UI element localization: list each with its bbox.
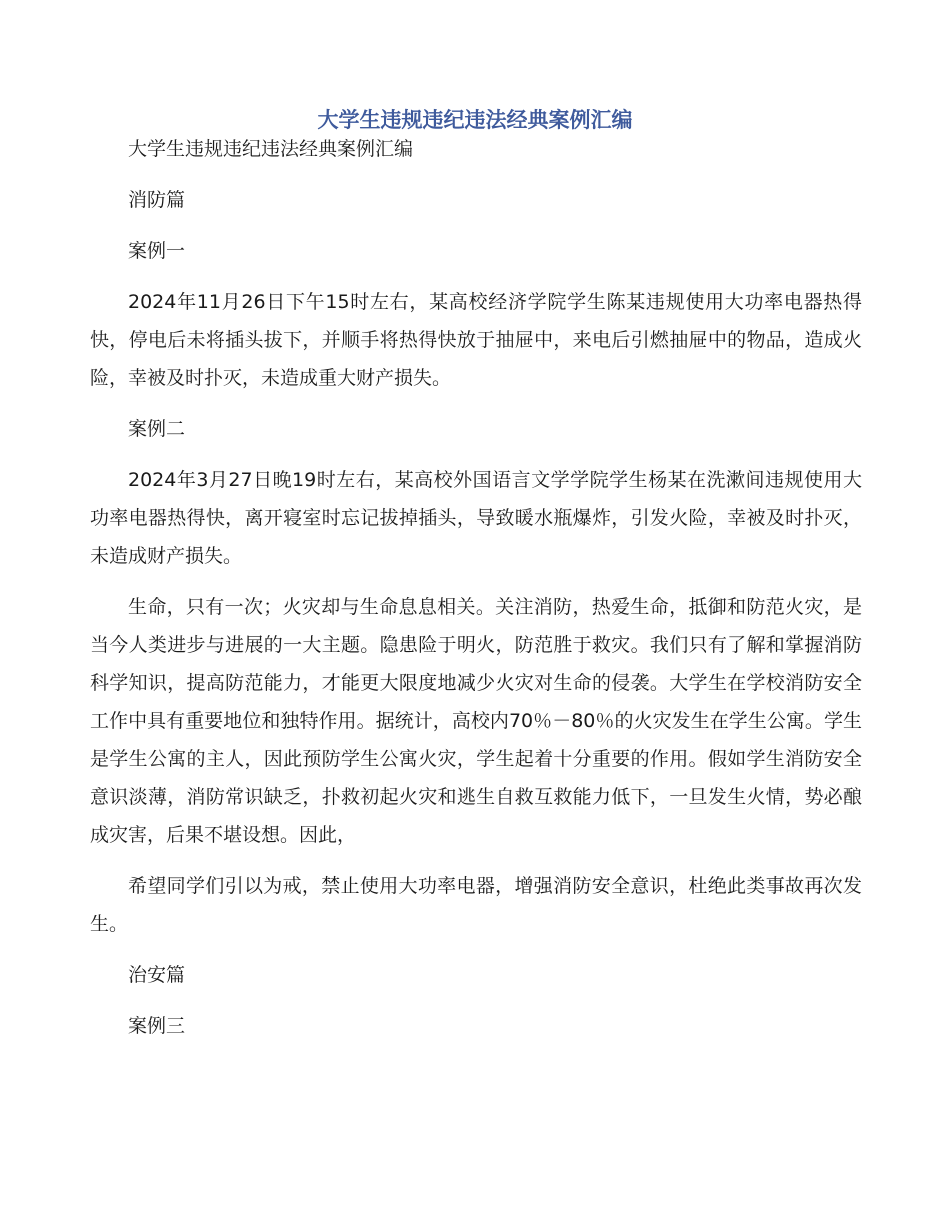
fire-safety-commentary: 生命，只有一次；火灾却与生命息息相关。关注消防，热爱生命，抵御和防范火灾，是当今人类进步与进展的一大主题。隐患险于明火，防范胜于救灾。我们只有了解和掌握消防科学知识，提高防范能力，才能更大限度地减少火灾对生命的侵袭。大学生在学校消防安全工作中具有重要地位和独特作用。据统计，高校内70％－80％的火灾发生在学生公寓。学生是学生公寓的主人，因此预防学生公寓火灾，学生起着十分重要的作用。假如学生消防安全意识淡薄，消防常识缺乏，扑救初起火灾和逃生自救互救能力低下，一旦发生火情，势必酿成灾害，后果不堪设想。因此， — [90, 596, 862, 846]
case-heading-2: 案例二 — [128, 418, 186, 440]
case-1-text: 2024年11月26日下午15时左右，某高校经济学院学生陈某违规使用大功率电器热得快，停电后未将插头拔下，并顺手将热得快放于抽屉中，来电后引燃抽屉中的物品，造成火险，幸被及时扑灭，未造成重大财产损失。 — [90, 291, 862, 389]
section-heading-security: 治安篇 — [128, 964, 186, 986]
document-body — [90, 130, 862, 1058]
case-2-text: 2024年3月27日晚19时左右，某高校外国语言文学学院学生杨某在洗漱间违规使用大功率电器热得快，离开寝室时忘记拔掉插头，导致暖水瓶爆炸，引发火险，幸被及时扑灭，未造成财产损失。 — [90, 469, 862, 567]
paragraph-subtitle: 大学生违规违纪违法经典案例汇编 — [128, 138, 414, 160]
section-heading-fire: 消防篇 — [128, 189, 186, 211]
document-title: 大学生违规违纪违法经典案例汇编 — [317, 107, 633, 132]
case-heading-3: 案例三 — [128, 1015, 186, 1037]
fire-safety-conclusion: 希望同学们引以为戒，禁止使用大功率电器，增强消防安全意识，杜绝此类事故再次发生。 — [90, 875, 862, 935]
case-heading-1: 案例一 — [128, 240, 186, 262]
